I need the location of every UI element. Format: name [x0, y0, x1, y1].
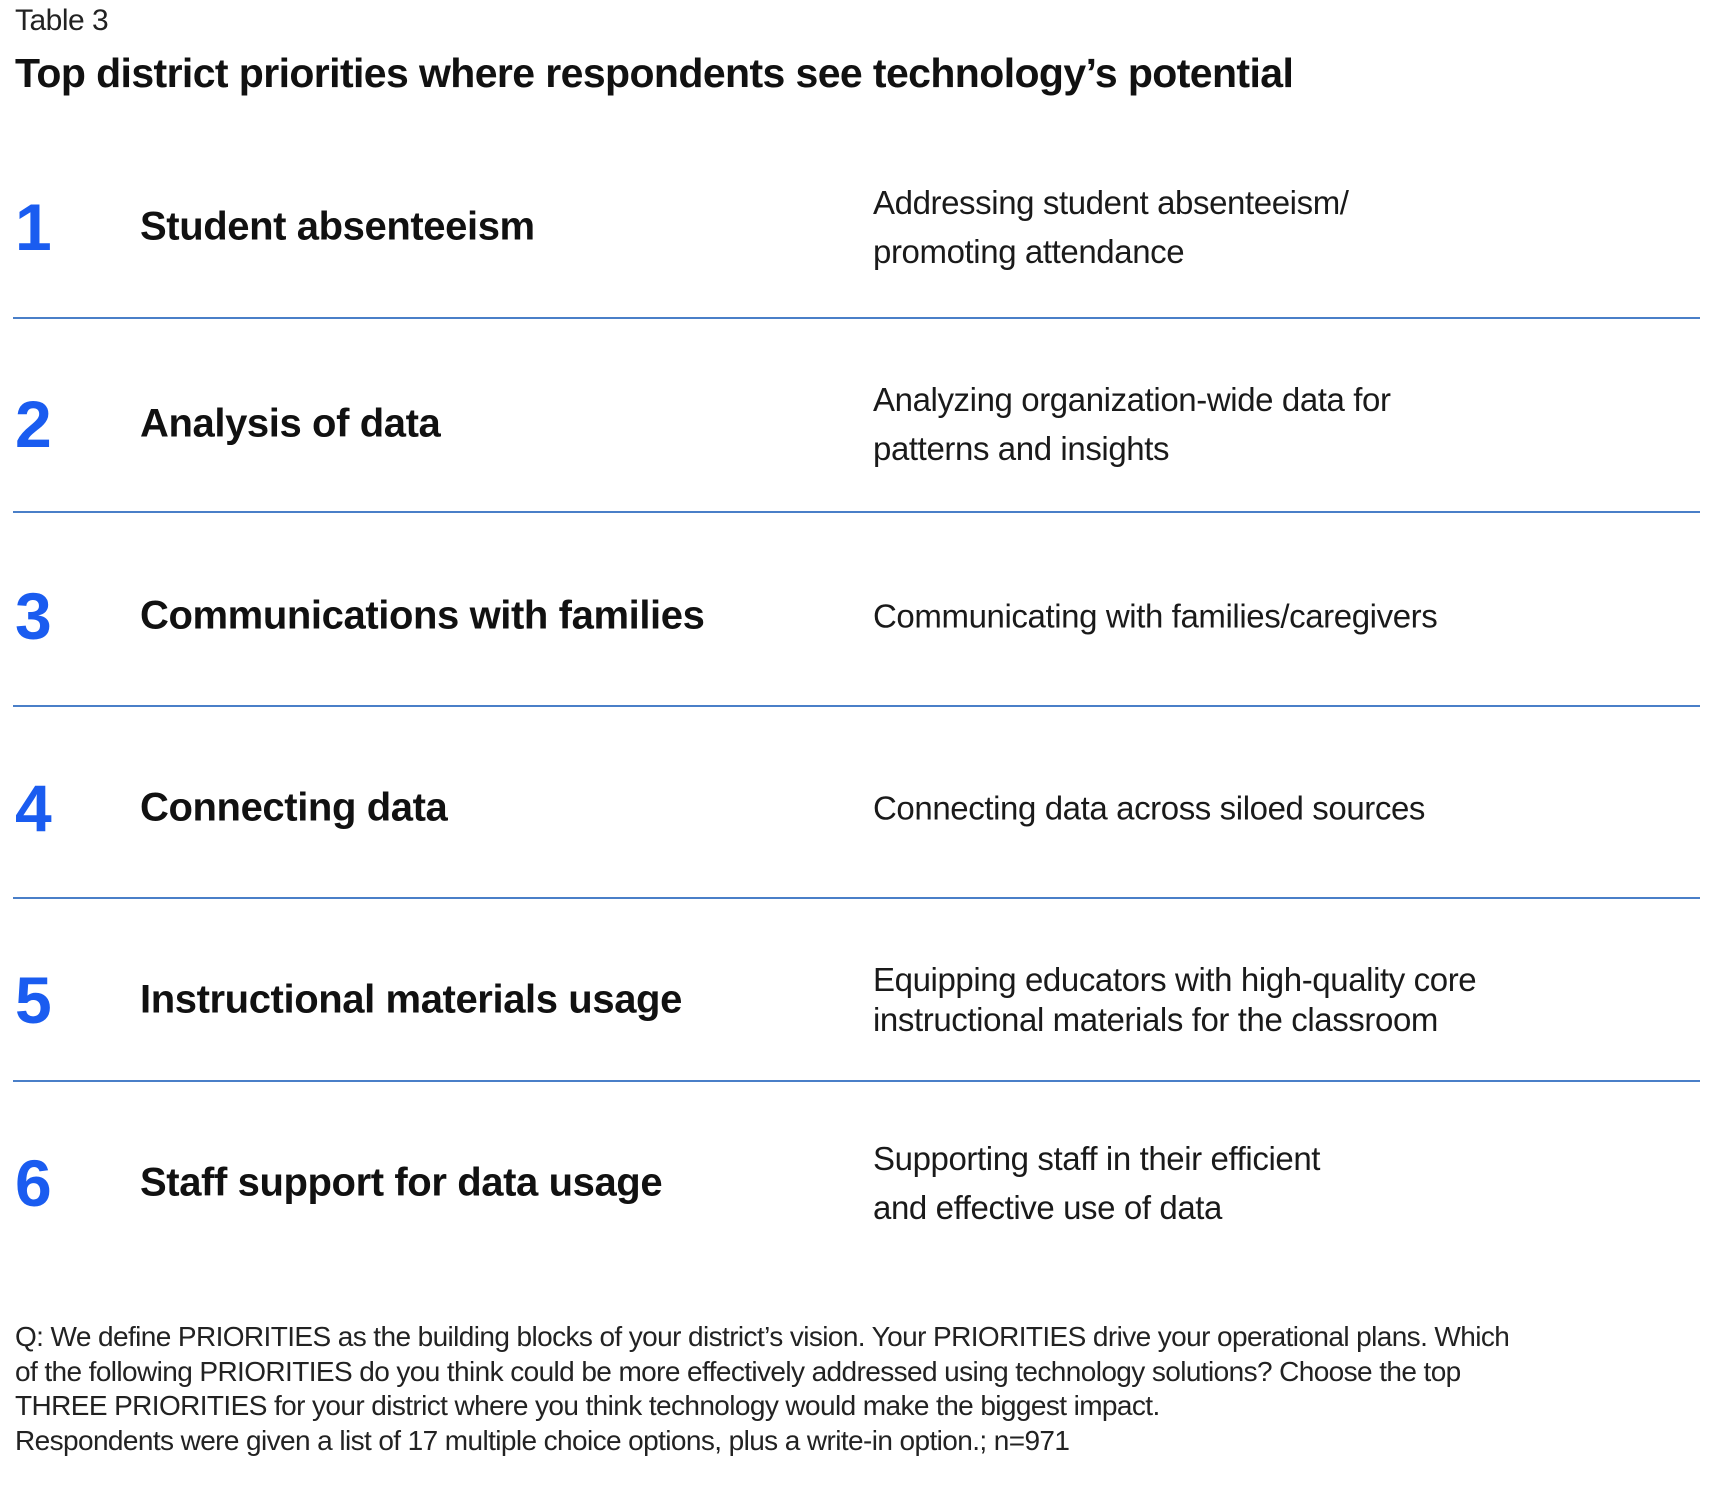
rank-number: 3 — [15, 579, 52, 653]
rank-number: 1 — [15, 189, 52, 264]
table-row — [13, 330, 1700, 518]
priority-description: Connecting data across siloed sources — [873, 789, 1426, 827]
priority-label: Instructional materials usage — [140, 977, 682, 1022]
rank-number: 5 — [15, 963, 52, 1037]
priority-description: Equipping educators with high-quality core instructional materials for the classroom — [873, 961, 1477, 1038]
table-title: Top district priorities where respondents see technology’s potential — [15, 50, 1294, 96]
priority-label: Student absenteeism — [140, 204, 535, 248]
priority-description: Addressing student absenteeism/ promoting attendance — [873, 183, 1349, 270]
priority-description: Supporting staff in their efficient and effective use of data — [873, 1140, 1321, 1226]
priority-label: Analysis of data — [140, 401, 441, 446]
priority-description: Communicating with families/caregivers — [873, 597, 1438, 635]
rank-number: 2 — [15, 387, 52, 461]
table-row — [13, 522, 1700, 710]
row-divider — [13, 897, 1700, 899]
row-divider — [13, 511, 1700, 513]
survey-question-note: Q: We define PRIORITIES as the building blocks of your district’s vision. Your PRIORITIES drive your operational plans. Which of the following PRIORITIES do you think could be more effectively addressed using technology solutions? Choose the top THREE PRIORITIES for your district where you think technology would make the biggest impact. Respondents were given a list of 17 multiple choice options, plus a write-in option.; n=971 — [15, 1321, 1510, 1456]
table-caption: Table 3 — [15, 4, 109, 37]
rank-number: 6 — [15, 1146, 52, 1220]
row-divider — [13, 1080, 1700, 1082]
row-divider — [13, 705, 1700, 707]
table-row — [13, 906, 1700, 1094]
row-divider — [13, 317, 1700, 319]
priority-description: Analyzing organization-wide data for patterns and insights — [873, 381, 1391, 467]
priority-label: Communications with families — [140, 593, 705, 638]
table-row — [13, 1090, 1700, 1276]
rank-number: 4 — [15, 771, 52, 845]
priority-label: Connecting data — [140, 785, 448, 830]
table-row — [13, 135, 1700, 318]
priority-label: Staff support for data usage — [140, 1160, 663, 1205]
table-row — [13, 714, 1700, 902]
